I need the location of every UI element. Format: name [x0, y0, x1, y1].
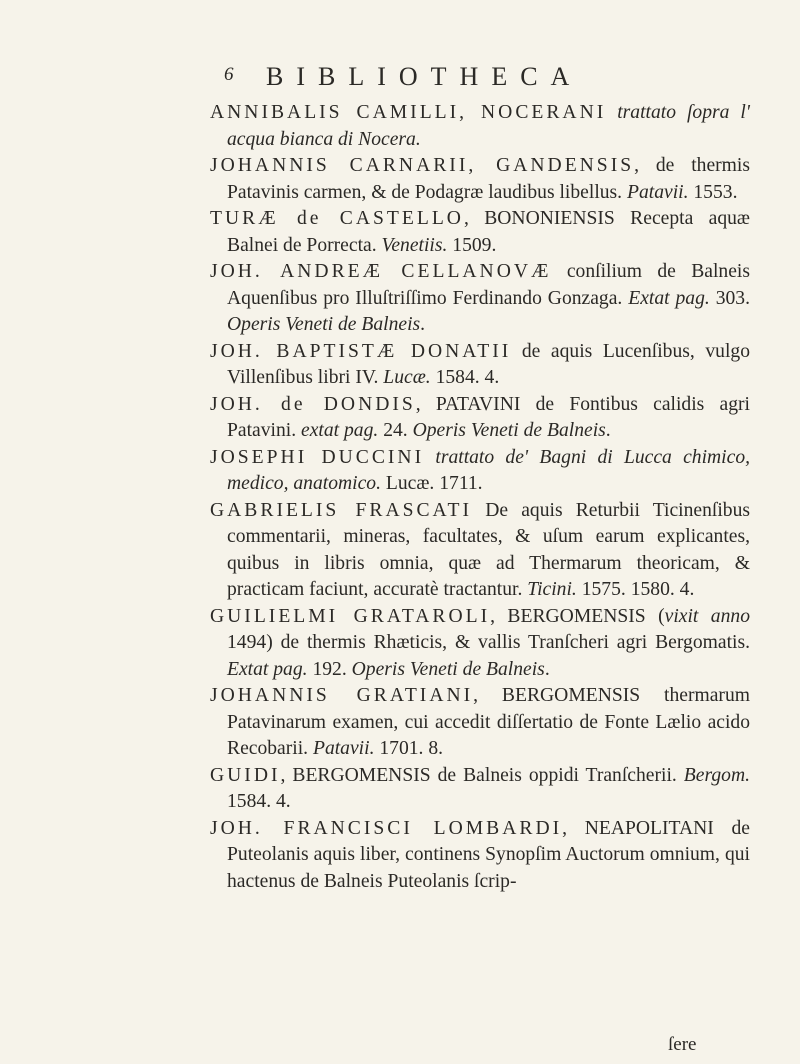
entry-tail: 1584. 4. — [430, 367, 500, 388]
entry-text: De aquis Returbii Ticinenſibus commentarii, mineras, facultates, & uſum earum explicantes, quibus in libris omnia, quæ ad Thermarum theoricam, & practicam faciunt, accuratè tractantur. — [227, 499, 751, 600]
entry-italic: Extat pag. — [622, 287, 710, 309]
author-name: TURÆ de CASTELLO — [210, 208, 464, 229]
entry-text: , NEAPOLITANI de Puteolanis aquis liber, continens Synopſim Auctorum omnium, qui hactenus de Balneis Puteolanis ſcrip- — [227, 817, 750, 892]
bibliography-entry — [210, 206, 750, 259]
bibliography-entry — [210, 816, 750, 896]
bibliography-entry — [210, 498, 750, 604]
entry-tail: . — [420, 314, 426, 335]
author-name: JOHANNIS CARNARII, GANDENSIS — [210, 155, 635, 176]
entry-tail: 1553. — [688, 181, 738, 203]
catchword: ſere — [668, 1034, 697, 1055]
author-name: JOSEPHI DUCCINI — [210, 446, 425, 468]
entry-italic: extat pag. — [296, 420, 379, 441]
entry-tail: 1701. 8. — [374, 738, 444, 759]
entry-tail: 1584. 4. — [227, 791, 291, 812]
entry-tail: 192. — [307, 658, 347, 680]
entry-italic: Ticini. — [522, 579, 577, 600]
running-head — [224, 62, 644, 96]
running-title: BIBLIOTHECA — [266, 62, 583, 91]
author-name: JOH. BAPTISTÆ DONATII — [210, 340, 512, 362]
entry-italic: ſopra l' acqua bianca di Nocera. — [227, 102, 750, 150]
author-name: GUILIELMI GRATAROLI — [210, 605, 491, 627]
bibliography-entry — [210, 445, 750, 498]
entry-tail: . — [605, 420, 611, 441]
entry-italic: Operis Veneti de Balneis — [346, 658, 545, 680]
entry-italic: Lucæ. — [378, 367, 431, 388]
entry-italic: Venetiis. — [376, 234, 448, 256]
entry-italic: trattato — [606, 102, 676, 123]
bibliography-entry — [210, 683, 750, 763]
entry-text: , BERGOMENSIS thermarum Patavinarum examen, cui accedit diſſertatio de Fonte Lælio acido Recobarii. — [227, 685, 750, 759]
author-name: JOH. de DONDIS — [210, 393, 416, 415]
author-name: GABRIELIS FRASCATI — [210, 499, 473, 521]
entry-italic: vixit anno — [664, 605, 750, 627]
bibliography-entry — [210, 604, 750, 684]
entry-text: conſilium de Balneis Aquenſibus pro Illuſtriſſimo Ferdinando Gonzaga. — [227, 261, 750, 309]
author-name: GUIDI — [210, 764, 281, 786]
entry-italic: Operis Veneti de Balneis — [407, 420, 606, 441]
entry-text: , BERGOMENSIS ( — [490, 605, 665, 627]
page-number: 6 — [224, 64, 234, 85]
bibliography-entry — [210, 100, 750, 153]
entry-text: , BONONIENSIS Recepta aquæ Balnei de Porrecta. — [227, 208, 750, 256]
bibliography-list — [210, 100, 750, 895]
author-name: JOHANNIS GRATIANI — [210, 685, 474, 706]
entry-tail: 1575. 1580. 4. — [576, 579, 695, 600]
entry-tail: . — [544, 658, 550, 680]
entry-text: , de thermis Patavinis carmen, & de Podagræ laudibus libellus. — [227, 155, 750, 203]
bibliography-entry — [210, 763, 750, 816]
entry-tail: 1509. — [447, 234, 497, 256]
entry-tail: Lucæ. 1711. — [381, 473, 483, 494]
entry-tail: 24. — [378, 420, 408, 441]
author-name: ANNIBALIS CAMILLI, NOCERANI — [210, 102, 607, 123]
entry-italic: Operis Veneti de Balneis — [227, 314, 421, 335]
entry-text: , BERGOMENSIS de Balneis oppidi Tranſcherii. — [280, 764, 677, 786]
entry-tail: 1494) de thermis Rhæticis, & vallis Tranſcheri agri Bergomatis. — [227, 632, 750, 653]
bibliography-entry — [210, 392, 750, 445]
entry-italic: trattato de' Bagni di Lucca chimico, medico, anatomico. — [227, 446, 751, 494]
entry-text: , PATAVINI de Fontibus calidis agri Patavini. — [227, 393, 750, 441]
entry-italic: Patavii. — [622, 181, 689, 203]
bibliography-entry — [210, 339, 750, 392]
entry-italic: Extat pag. — [227, 658, 308, 680]
bibliography-entry — [210, 259, 750, 339]
entry-tail: 303. — [709, 287, 750, 309]
entry-italic: Bergom. — [676, 764, 750, 786]
author-name: JOH. FRANCISCI LOMBARDI — [210, 817, 563, 839]
author-name: JOH. ANDREÆ CELLANOVÆ — [210, 261, 552, 282]
bibliography-entry — [210, 153, 750, 206]
entry-text: de aquis Lucenſibus, vulgo Villenſibus libri IV. — [227, 340, 750, 388]
entry-italic: Patavii. — [308, 738, 375, 759]
